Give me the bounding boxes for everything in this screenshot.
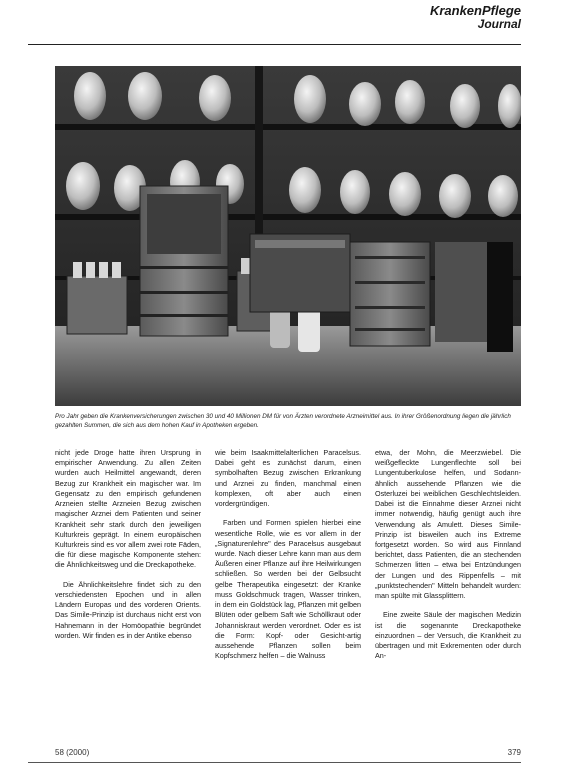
footer-rule <box>28 762 521 763</box>
paragraph: etwa, der Mohn, die Meerzwiebel. Die weißgefleckte Lungenflechte soll bei Lungentuberkulose helfen, und Sodann-ähnlich aussehende Pflanzen wie die Osterluzei bei weiblichen Geschlechtsleiden. Dabei ist die Einnahme dieser Arznei nicht immer notwendig, häufig genügt auch ihre Verwendung als Amulett. Dieses Simile-Prinzip ist bisweilen auch ins Extreme fortgesetzt worden. So wird aus Finnland berichtet, dass Patienten, die an stechenden Schmerzen litten – etwa bei Entzündungen der Lungen und des Rippenfells – mit „punktstechenden" Mitteln behandelt wurden: man spülte mit Glassplittern. <box>375 448 521 601</box>
paragraph: Eine zweite Säule der magischen Medizin ist die sogenannte Dreckapotheke einzuordnen – der Versuch, die Krankheit zu übertragen und mit Exkrementen oder durch An- <box>375 610 521 661</box>
paragraph: nicht jede Droge hatte ihren Ursprung in empirischer Anwendung. Zu allen Zeiten wurden auch Heilmittel angewandt, deren Bezug zur Krankheit ein magischer war. Im Gegensatz zu den empirisch gefundenen Arzneien stellte Arzneien Bezug zwischen magischer Arznei dem Patienten und seiner Krankheit sehr stark durch den jeweiligen Kulturkreis geprägt. In einem europäischen Kulturkreis sind es vor allem zwei rote Fäden, die für diese magische Komponente stehen: die Ähnlichkeitsweg und die Dreckapotheke. <box>55 448 201 570</box>
paragraph: Farben und Formen spielen hierbei eine wesentliche Rolle, wie es vor allem in der „Signaturenlehre" des Paracelsus ausgebaut wurde. Nach dieser Lehre kann man aus dem Äußeren einer Pflanze auf ihre Heilwirkungen schließen. So werden bei der Gelbsucht gelbe Therapeutika eingesetzt: der Kranke muss Goldschmuck tragen, Wasser trinken, in dem ein Goldstück lag, Pflanzen mit gelben Blüten oder gelbem Saft wie Schöllkraut oder Johanniskraut werden verordnet. Oder es ist die Form: Kopf- oder Gesicht-artig aussehende Pflanzen sollen beim Kopfschmerz helfen – die Walnuss <box>215 518 361 661</box>
pharmacy-photo-illustration <box>55 66 521 406</box>
masthead-title: KrankenPflege <box>429 3 521 18</box>
column-3 <box>375 448 521 748</box>
column-2 <box>215 448 361 748</box>
article-body <box>55 448 521 748</box>
header-rule <box>28 44 521 45</box>
masthead-subtitle: Journal <box>477 16 521 31</box>
issue-number: 58 (2000) <box>55 748 90 757</box>
photo-caption: Pro Jahr geben die Krankenversicherungen zwischen 30 und 40 Millionen DM für von Ärzten verordnete Arzneimittel aus. In ihrer Größenordnung liegen die jährlich gezahlten Summen, die sich aus dem hohen Kauf in Apotheken ergeben. <box>55 413 511 430</box>
page-number: 379 <box>507 748 521 757</box>
paragraph: wie beim Isaakmittelalterlichen Paracelsus. Dabei geht es zunächst darum, einen symbolhaften Bezug zwischen Erkrankung und Arznei zu finden, manchmal einen komplexen, oft aber auch einen vordergründigen. <box>215 448 361 509</box>
masthead <box>430 4 521 30</box>
paragraph: Die Ähnlichkeitslehre findet sich zu den verschiedensten Epochen und in allen Ländern Europas und des vorderen Orients. Das Simile-Prinzip ist durchaus nicht erst von Hahnemann in der Homöopathie begründet worden. Wir finden es in der Antike ebenso <box>55 579 201 640</box>
pharmacy-photo <box>55 66 521 406</box>
column-1 <box>55 448 201 748</box>
